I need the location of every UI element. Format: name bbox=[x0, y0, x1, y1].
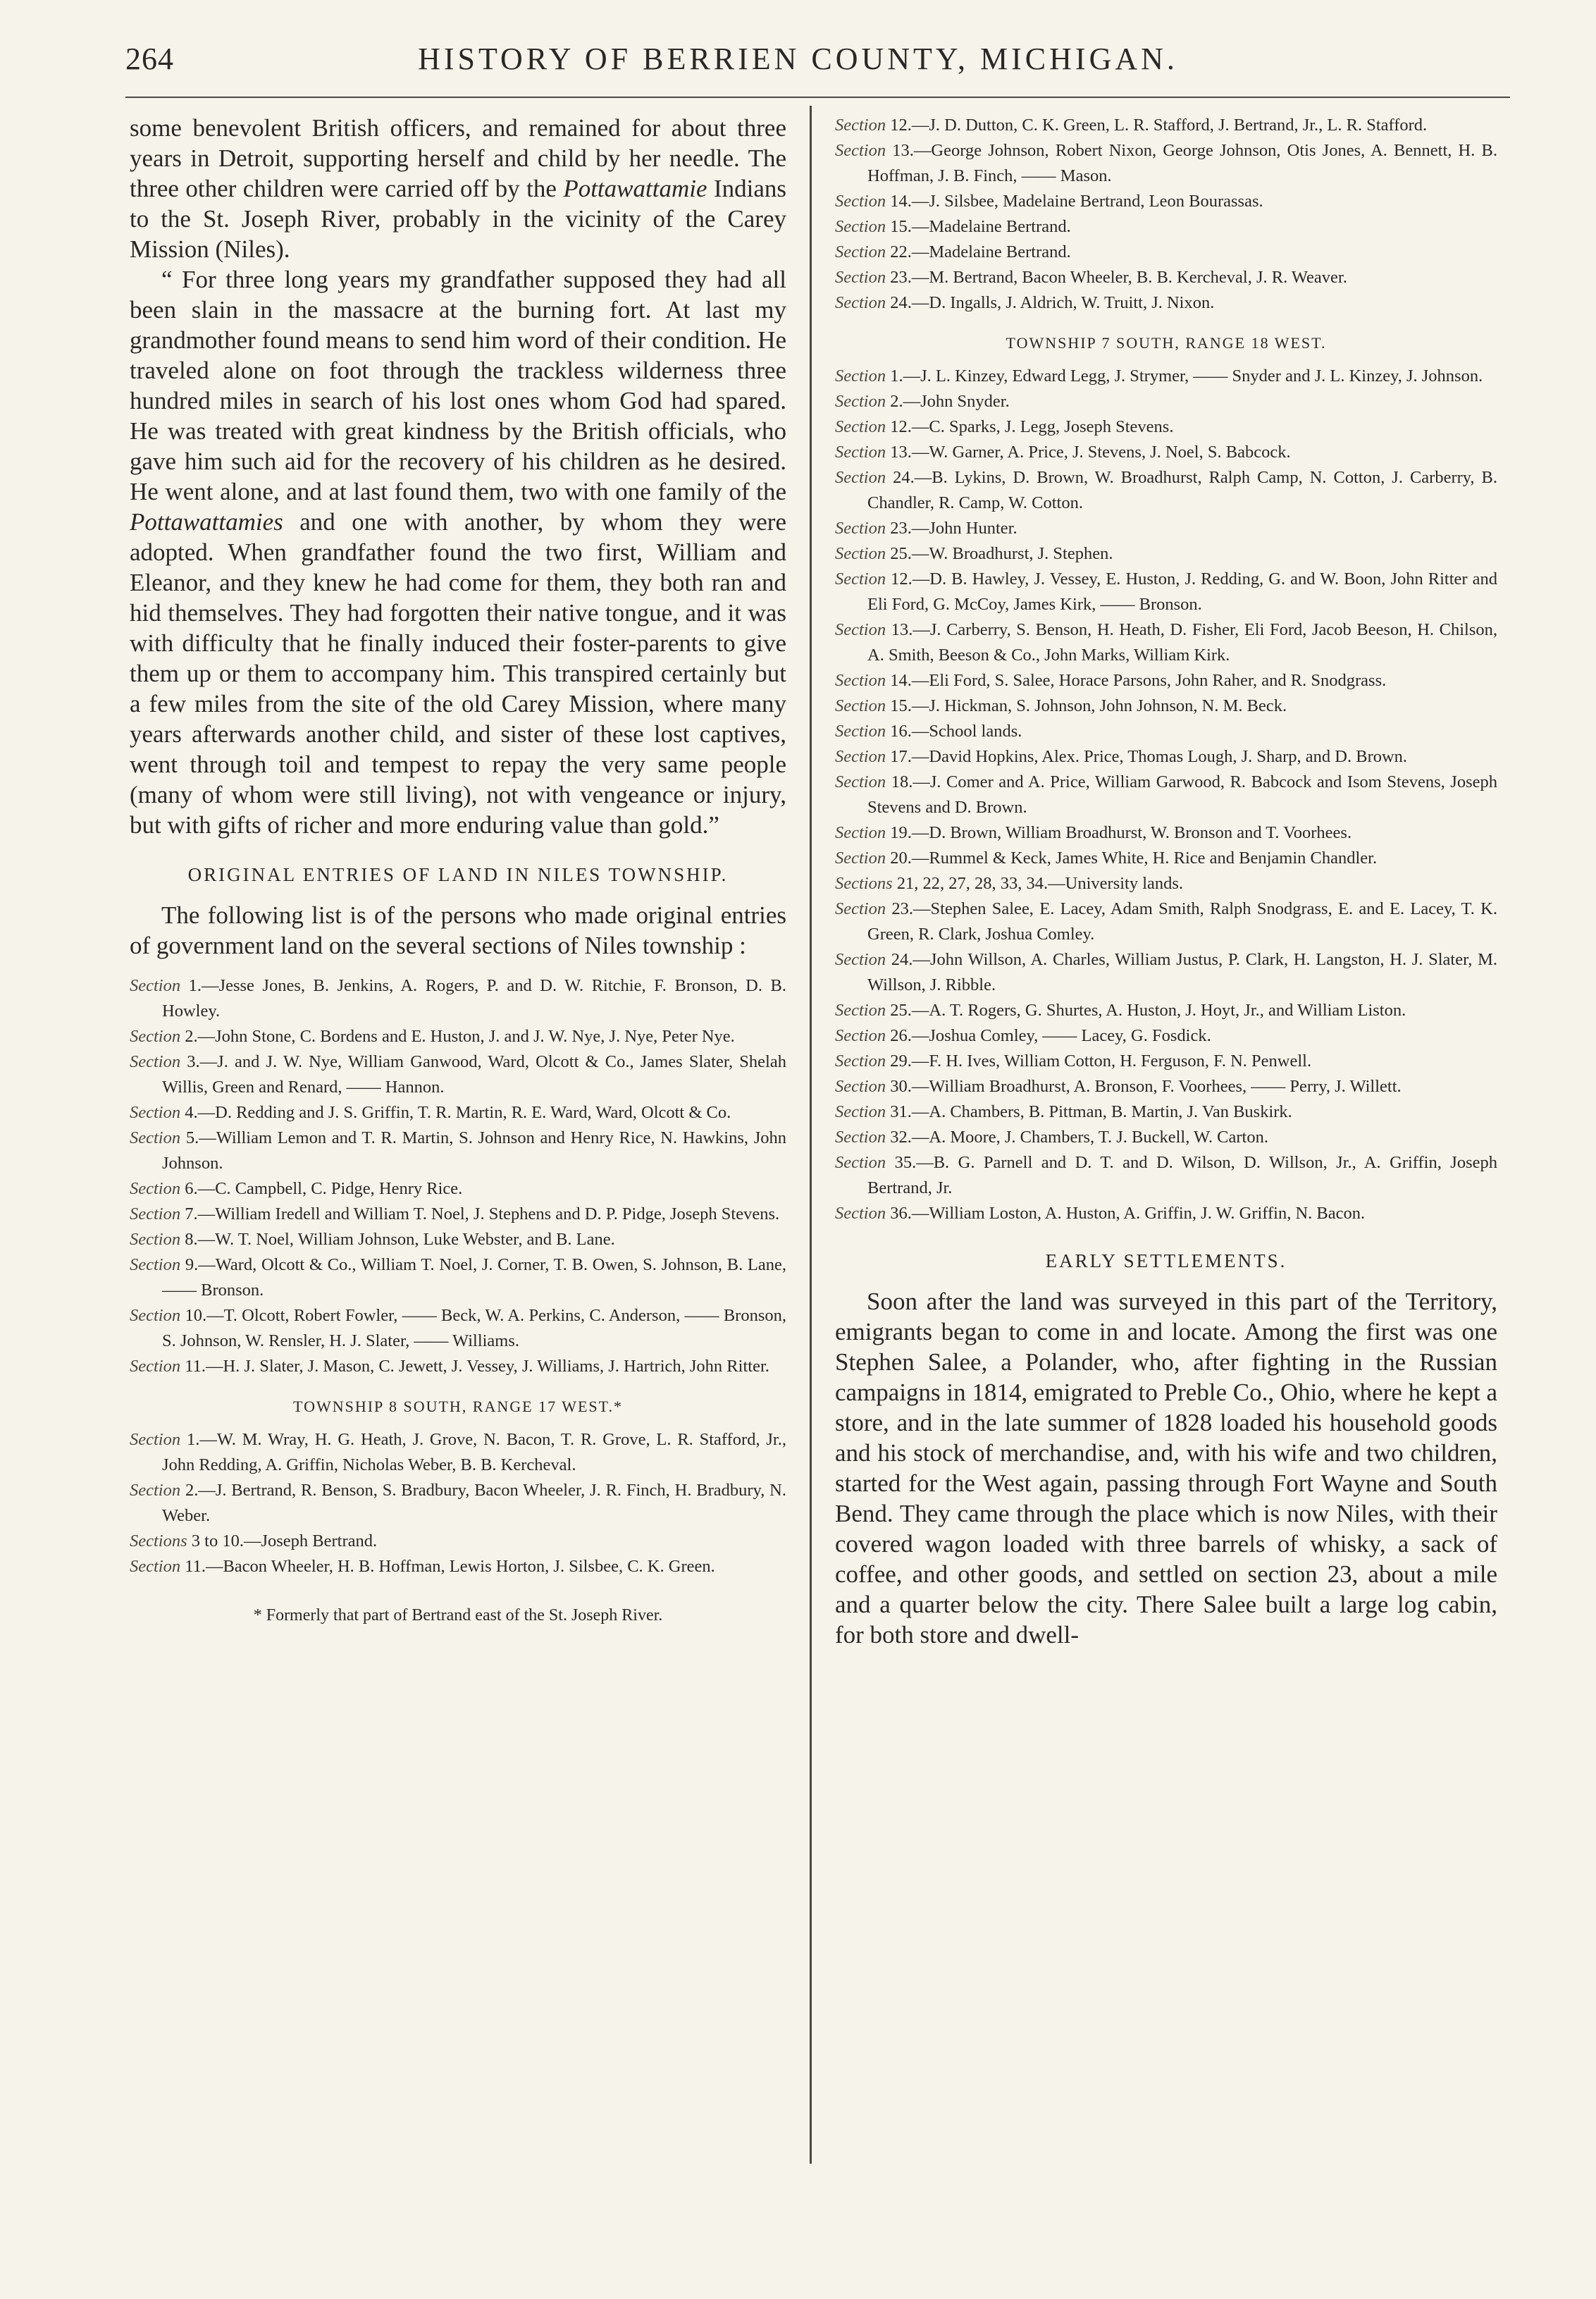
section-label: Section bbox=[130, 1557, 181, 1576]
entry-text: 2.—J. Bertrand, R. Benson, S. Bradbury, Bacon Wheeler, J. R. Finch, H. Bradbury, N. Weber. bbox=[162, 1481, 786, 1525]
entry-text: 3.—J. and J. W. Nye, William Ganwood, Ward, Olcott & Co., James Slater, Shelah Willis, Green and Renard, —— Hannon. bbox=[162, 1052, 786, 1097]
entry-text: 24.—B. Lykins, D. Brown, W. Broadhurst, Ralph Camp, N. Cotton, J. Carberry, B. Chandler, R. Camp, W. Cotton. bbox=[867, 468, 1497, 512]
land-entry bbox=[835, 1150, 1497, 1201]
section-label: Section bbox=[835, 192, 886, 211]
entry-text: 32.—A. Moore, J. Chambers, T. J. Buckell, W. Carton. bbox=[886, 1128, 1268, 1147]
land-entry bbox=[130, 1354, 786, 1379]
entry-text: 25.—W. Broadhurst, J. Stephen. bbox=[886, 544, 1113, 563]
land-entry bbox=[835, 947, 1497, 998]
subhead-township-7-south: TOWNSHIP 7 SOUTH, RANGE 18 WEST. bbox=[1006, 334, 1327, 352]
section-label: Section bbox=[835, 141, 886, 160]
land-entry bbox=[835, 998, 1497, 1023]
land-entry bbox=[835, 617, 1497, 668]
section-label: Section bbox=[835, 569, 886, 588]
entry-text: 12.—C. Sparks, J. Legg, Joseph Stevens. bbox=[886, 417, 1174, 436]
entry-text: 18.—J. Comer and A. Price, William Garwood, R. Babcock and Isom Stevens, Joseph Stevens and D. Brown. bbox=[867, 772, 1497, 817]
land-entry bbox=[130, 1427, 786, 1478]
entry-text: 7.—William Iredell and William T. Noel, J. Stephens and D. P. Pidge, Joseph Stevens. bbox=[180, 1204, 780, 1224]
paragraph-continued bbox=[130, 113, 786, 264]
section-label: Section bbox=[835, 1077, 886, 1096]
land-entry bbox=[835, 214, 1497, 240]
land-entry bbox=[130, 1024, 786, 1049]
section-label: Section bbox=[835, 217, 886, 236]
entry-text: 30.—William Broadhurst, A. Bronson, F. Voorhees, —— Perry, J. Willett. bbox=[886, 1077, 1402, 1096]
land-entry bbox=[835, 138, 1497, 189]
section-label: Section bbox=[835, 1052, 886, 1071]
land-entry bbox=[835, 1125, 1497, 1150]
entry-text: 6.—C. Campbell, C. Pidge, Henry Rice. bbox=[180, 1179, 463, 1198]
land-entry bbox=[130, 1554, 786, 1579]
section-label: Section bbox=[130, 1430, 181, 1449]
section-label: Section bbox=[835, 899, 886, 918]
footnote: * Formerly that part of Bertrand east of the St. Joseph River. bbox=[253, 1606, 663, 1625]
section-label: Section bbox=[835, 671, 886, 690]
italic-text: Pottawattamie bbox=[563, 175, 707, 202]
section-label: Section bbox=[835, 417, 886, 436]
land-entry bbox=[835, 440, 1497, 465]
land-entry bbox=[835, 290, 1497, 316]
entry-text: 36.—William Loston, A. Huston, A. Griffin, J. W. Griffin, N. Bacon. bbox=[886, 1204, 1366, 1223]
entry-text: 2.—John Snyder. bbox=[886, 392, 1010, 411]
section-label: Section bbox=[130, 1357, 181, 1376]
land-entry bbox=[130, 1303, 786, 1354]
section-label: Sections bbox=[835, 874, 893, 893]
entry-text: 15.—Madelaine Bertrand. bbox=[886, 217, 1071, 236]
land-entry bbox=[835, 465, 1497, 516]
section-label: Section bbox=[835, 443, 886, 462]
running-title: HISTORY OF BERRIEN COUNTY, MICHIGAN. bbox=[418, 42, 1178, 76]
land-entry bbox=[130, 1126, 786, 1176]
entry-text: 29.—F. H. Ives, William Cotton, H. Ferguson, F. N. Penwell. bbox=[886, 1052, 1312, 1071]
section-label: Section bbox=[835, 1153, 886, 1172]
section-label: Section bbox=[835, 849, 886, 868]
entry-text: 11.—Bacon Wheeler, H. B. Hoffman, Lewis Horton, J. Silsbee, C. K. Green. bbox=[180, 1557, 715, 1576]
land-entry bbox=[835, 567, 1497, 617]
section-label: Section bbox=[835, 1102, 886, 1121]
section-label: Section bbox=[835, 519, 886, 538]
text-run: some benevolent British officers, and remained for about three years in Detroit, supporting herself and child by her needle. The three other children were carried off by the bbox=[130, 114, 786, 202]
land-entry bbox=[130, 1478, 786, 1529]
entry-text: 19.—D. Brown, William Broadhurst, W. Bronson and T. Voorhees. bbox=[886, 823, 1352, 842]
entries-list-c bbox=[835, 113, 1497, 316]
land-entry bbox=[835, 189, 1497, 214]
entry-text: 24.—John Willson, A. Charles, William Justus, P. Clark, H. Langston, H. J. Slater, M. Willson, J. Ribble. bbox=[867, 950, 1497, 994]
section-label: Sections bbox=[130, 1531, 187, 1551]
entry-text: 1.—Jesse Jones, B. Jenkins, A. Rogers, P. and D. W. Ritchie, F. Bronson, D. B. Howley. bbox=[162, 976, 786, 1021]
entry-text: 13.—George Johnson, Robert Nixon, George Johnson, Otis Jones, A. Bennett, H. B. Hoffman, J. B. Finch, —— Mason. bbox=[867, 141, 1497, 185]
column-divider bbox=[810, 106, 812, 2164]
entries-list-d bbox=[835, 364, 1497, 1226]
section-label: Section bbox=[835, 366, 886, 386]
heading-original-entries: ORIGINAL ENTRIES OF LAND IN NILES TOWNSHIP. bbox=[187, 864, 729, 885]
text-run: and one with another, by whom they were adopted. When grandfather found the two first, William and Eleanor, and they knew he had come for them, they both ran and hid themselves. They had forgotten their native tongue, and it was with difficulty that he finally induced their foster-parents to give them up or them to accompany him. This transpired certainly but a few miles from the site of the old Carey Mission, where many years afterwards another child, and sister of these lost captives, went through toil and tempest to repay the very same people (many of whom were still living), not with vengeance or injury, but with gifts of richer and more enduring value than gold.” bbox=[130, 508, 786, 839]
land-entry bbox=[835, 240, 1497, 265]
section-label: Section bbox=[835, 747, 886, 766]
entries-list-b bbox=[130, 1427, 786, 1579]
land-entry bbox=[130, 1176, 786, 1202]
land-entry bbox=[835, 1099, 1497, 1125]
heading-early-settlements: EARLY SETTLEMENTS. bbox=[1045, 1250, 1287, 1271]
land-entry bbox=[835, 1074, 1497, 1099]
land-entry bbox=[835, 896, 1497, 947]
section-label: Section bbox=[835, 268, 886, 287]
section-label: Section bbox=[835, 1128, 886, 1147]
land-entry bbox=[835, 694, 1497, 719]
section-label: Section bbox=[130, 976, 181, 995]
section-label: Section bbox=[835, 620, 886, 639]
section-label: Section bbox=[835, 950, 886, 969]
intro-paragraph: The following list is of the persons who made original entries of government land on the several sections of Niles township : bbox=[130, 901, 786, 959]
section-label: Section bbox=[835, 696, 886, 715]
entry-text: 1.—W. M. Wray, H. G. Heath, J. Grove, N. Bacon, T. R. Grove, L. R. Stafford, Jr., John Redding, A. Griffin, Nicholas Weber, B. B. Kercheval. bbox=[162, 1430, 786, 1474]
text-run: “ For three long years my grandfather supposed they had all been slain in the massacre at the burning fort. At last my grandmother found means to send him word of their condition. He traveled alone on foot through the trackless wilderness three hundred miles in search of his lost ones whom God had spared. He was treated with great kindness by the British officials, who gave him such aid for the recovery of his children as he desired. He went alone, and at last found them, two with one family of the bbox=[130, 266, 786, 505]
land-entry bbox=[130, 1529, 786, 1554]
entries-list-a bbox=[130, 973, 786, 1379]
section-label: Section bbox=[130, 1179, 181, 1198]
entry-text: 15.—J. Hickman, S. Johnson, John Johnson, N. M. Beck. bbox=[886, 696, 1287, 715]
paragraph-early-settlements: Soon after the land was surveyed in this part of the Territory, emigrants began to come in and locate. Among the first was one Stephen Salee, a Polander, who, after fighting in the Russian campaigns in 1814, emigrated to Preble Co., Ohio, where he kept a store, and in the late summer of 1828 loaded his household goods and his stock of merchandise, and, with his wife and two children, started for the West again, passing through Fort Wayne and South Bend. They came through the place which is now Niles, with their covered wagon loaded with three barrels of whisky, a sack of coffee, and other goods, and settled on section 23, about a mile and a quarter below the city. There Salee built a large log cabin, for both store and dwell- bbox=[835, 1288, 1497, 1648]
land-entry bbox=[835, 113, 1497, 138]
entry-text: 3 to 10.—Joseph Bertrand. bbox=[187, 1531, 378, 1551]
land-entry bbox=[835, 744, 1497, 770]
entry-text: 1.—J. L. Kinzey, Edward Legg, J. Strymer, —— Snyder and J. L. Kinzey, J. Johnson. bbox=[886, 366, 1483, 386]
land-entry bbox=[835, 1049, 1497, 1074]
right-column bbox=[835, 113, 1497, 1650]
entry-text: 31.—A. Chambers, B. Pittman, B. Martin, J. Van Buskirk. bbox=[886, 1102, 1292, 1121]
entry-text: 12.—D. B. Hawley, J. Vessey, E. Huston, J. Redding, G. and W. Boon, John Ritter and Eli Ford, G. McCoy, James Kirk, —— Bronson. bbox=[867, 569, 1497, 614]
section-label: Section bbox=[130, 1052, 181, 1071]
land-entry bbox=[835, 668, 1497, 694]
section-label: Section bbox=[835, 823, 886, 842]
entry-text: 16.—School lands. bbox=[886, 722, 1022, 741]
land-entry bbox=[835, 820, 1497, 846]
section-label: Section bbox=[835, 544, 886, 563]
section-label: Section bbox=[130, 1481, 181, 1500]
entry-text: 13.—W. Garner, A. Price, J. Stevens, J. Noel, S. Babcock. bbox=[886, 443, 1291, 462]
entry-text: 21, 22, 27, 28, 33, 34.—University lands. bbox=[892, 874, 1184, 893]
section-label: Section bbox=[835, 772, 886, 791]
entry-text: 11.—H. J. Slater, J. Mason, C. Jewett, J. Vessey, J. Williams, J. Hartrich, John Ritter. bbox=[180, 1357, 769, 1376]
land-entry bbox=[835, 541, 1497, 567]
entry-text: 23.—Stephen Salee, E. Lacey, Adam Smith, Ralph Snodgrass, E. and E. Lacey, T. K. Green, R. Clark, Joshua Comley. bbox=[867, 899, 1497, 944]
land-entry bbox=[130, 973, 786, 1024]
entry-text: 8.—W. T. Noel, William Johnson, Luke Webster, and B. Lane. bbox=[180, 1230, 615, 1249]
section-label: Section bbox=[130, 1103, 181, 1122]
land-entry bbox=[835, 364, 1497, 389]
entry-text: 10.—T. Olcott, Robert Fowler, —— Beck, W. A. Perkins, C. Anderson, —— Bronson, S. Johnson, W. Rensler, H. J. Slater, —— Williams. bbox=[162, 1306, 786, 1350]
section-label: Section bbox=[835, 722, 886, 741]
land-entry bbox=[130, 1049, 786, 1100]
section-label: Section bbox=[130, 1204, 181, 1224]
section-label: Section bbox=[835, 1026, 886, 1045]
section-label: Section bbox=[835, 116, 886, 135]
section-label: Section bbox=[835, 1204, 886, 1223]
land-entry bbox=[130, 1227, 786, 1252]
land-entry bbox=[835, 719, 1497, 744]
entry-text: 14.—J. Silsbee, Madelaine Bertrand, Leon Bourassas. bbox=[886, 192, 1263, 211]
page-number: 264 bbox=[125, 42, 174, 76]
land-entry bbox=[835, 516, 1497, 541]
header-rule bbox=[125, 97, 1510, 98]
text-run: Indians to the St. Joseph River, probably in the vicinity of the Carey Mission (Niles). bbox=[130, 175, 786, 263]
land-entry bbox=[130, 1202, 786, 1227]
land-entry bbox=[130, 1252, 786, 1303]
land-entry bbox=[835, 770, 1497, 820]
land-entry bbox=[130, 1100, 786, 1126]
entry-text: 23.—John Hunter. bbox=[886, 519, 1017, 538]
entry-text: 9.—Ward, Olcott & Co., William T. Noel, J. Corner, T. B. Owen, S. Johnson, B. Lane, —— Bronson. bbox=[162, 1255, 786, 1300]
entry-text: 23.—M. Bertrand, Bacon Wheeler, B. B. Kercheval, J. R. Weaver. bbox=[886, 268, 1347, 287]
land-entry bbox=[835, 1201, 1497, 1226]
section-label: Section bbox=[835, 1001, 886, 1020]
entry-text: 26.—Joshua Comley, —— Lacey, G. Fosdick. bbox=[886, 1026, 1211, 1045]
entry-text: 5.—William Lemon and T. R. Martin, S. Johnson and Henry Rice, N. Hawkins, John Johnson. bbox=[162, 1128, 786, 1173]
entry-text: 12.—J. D. Dutton, C. K. Green, L. R. Stafford, J. Bertrand, Jr., L. R. Stafford. bbox=[886, 116, 1428, 135]
paragraph-quote bbox=[130, 264, 786, 840]
section-label: Section bbox=[835, 293, 886, 312]
section-label: Section bbox=[835, 242, 886, 261]
entry-text: 17.—David Hopkins, Alex. Price, Thomas Lough, J. Sharp, and D. Brown. bbox=[886, 747, 1408, 766]
section-label: Section bbox=[130, 1306, 181, 1325]
entry-text: 14.—Eli Ford, S. Salee, Horace Parsons, John Raher, and R. Snodgrass. bbox=[886, 671, 1387, 690]
entry-text: 13.—J. Carberry, S. Benson, H. Heath, D. Fisher, Eli Ford, Jacob Beeson, H. Chilson, A. Smith, Beeson & Co., John Marks, William Kirk. bbox=[867, 620, 1497, 665]
entry-text: 4.—D. Redding and J. S. Griffin, T. R. Martin, R. E. Ward, Ward, Olcott & Co. bbox=[180, 1103, 731, 1122]
section-label: Section bbox=[835, 392, 886, 411]
section-label: Section bbox=[835, 468, 886, 487]
entry-text: 35.—B. G. Parnell and D. T. and D. Wilson, D. Willson, Jr., A. Griffin, Joseph Bertrand, Jr. bbox=[867, 1153, 1497, 1197]
entry-text: 24.—D. Ingalls, J. Aldrich, W. Truitt, J. Nixon. bbox=[886, 293, 1215, 312]
entry-text: 2.—John Stone, C. Bordens and E. Huston, J. and J. W. Nye, J. Nye, Peter Nye. bbox=[180, 1027, 735, 1046]
section-label: Section bbox=[130, 1230, 181, 1249]
section-label: Section bbox=[130, 1128, 181, 1147]
italic-text: Pottawattamies bbox=[130, 508, 283, 536]
section-label: Section bbox=[130, 1027, 181, 1046]
entry-text: 25.—A. T. Rogers, G. Shurtes, A. Huston, J. Hoyt, Jr., and William Liston. bbox=[886, 1001, 1406, 1020]
land-entry bbox=[835, 414, 1497, 440]
entry-text: 22.—Madelaine Bertrand. bbox=[886, 242, 1071, 261]
land-entry bbox=[835, 265, 1497, 290]
land-entry bbox=[835, 389, 1497, 414]
entry-text: 20.—Rummel & Keck, James White, H. Rice and Benjamin Chandler. bbox=[886, 849, 1378, 868]
land-entry bbox=[835, 846, 1497, 871]
page-header bbox=[0, 0, 1596, 92]
land-entry bbox=[835, 1023, 1497, 1049]
section-label: Section bbox=[130, 1255, 181, 1274]
subhead-township-8-south: TOWNSHIP 8 SOUTH, RANGE 17 WEST.* bbox=[293, 1398, 623, 1415]
left-column bbox=[130, 113, 786, 1625]
land-entry bbox=[835, 871, 1497, 896]
